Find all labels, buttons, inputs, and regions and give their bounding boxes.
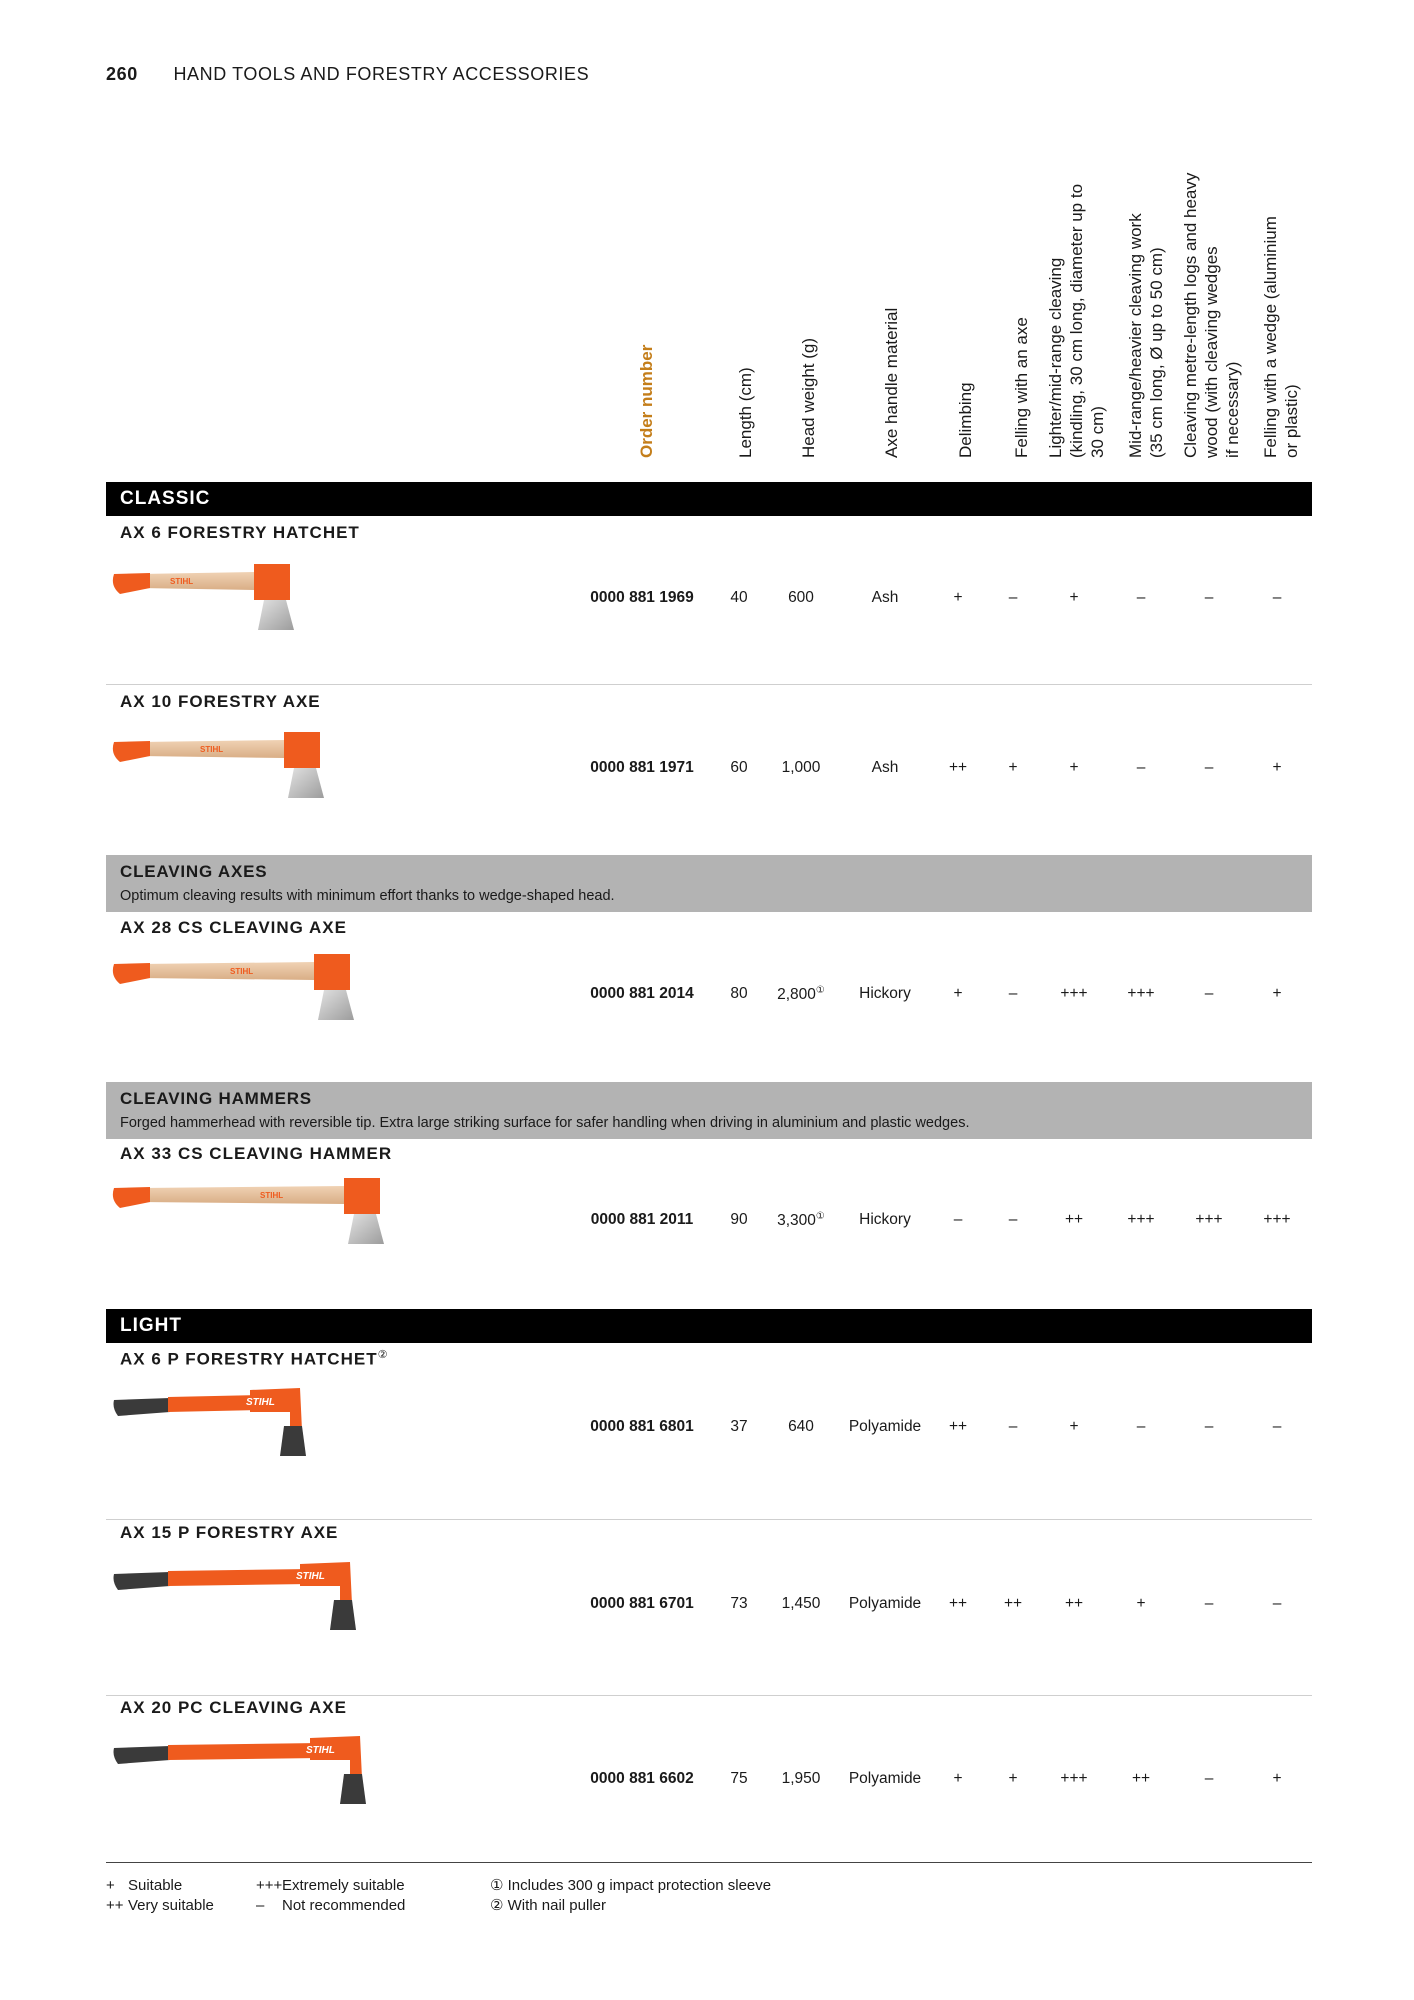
product-title bbox=[120, 918, 347, 938]
length-cm bbox=[730, 1595, 747, 1613]
column-header-line: Axe handle material bbox=[882, 307, 901, 458]
head-weight-value: 3,300 bbox=[777, 1212, 816, 1230]
rating-cell: + bbox=[953, 1770, 963, 1787]
head-weight bbox=[782, 759, 821, 777]
rating-cell: – bbox=[1136, 759, 1146, 776]
rating-cell: – bbox=[1204, 1595, 1214, 1612]
product-name: AX 10 FORESTRY AXE bbox=[120, 692, 321, 711]
rating-cell: +++ bbox=[1060, 985, 1088, 1002]
rating-cell: + bbox=[1272, 985, 1282, 1002]
rating-cell: – bbox=[1272, 1418, 1282, 1435]
column-header-line: (kindling, 30 cm long, diameter up to bbox=[1067, 183, 1086, 458]
product-image bbox=[110, 560, 340, 645]
handle-material bbox=[849, 1770, 921, 1788]
rating-cell: ++ bbox=[948, 1595, 968, 1612]
rating-cell: – bbox=[1204, 1770, 1214, 1787]
length-cm-value: 60 bbox=[730, 759, 748, 776]
order-number-value: 0000 881 1969 bbox=[590, 589, 694, 606]
section-description: Optimum cleaving results with minimum effort thanks to wedge-shaped head. bbox=[120, 888, 615, 904]
order-number-value: 0000 881 2014 bbox=[590, 985, 694, 1002]
stihl-logo-icon: STIHL bbox=[170, 577, 194, 586]
product-name: AX 20 PC CLEAVING AXE bbox=[120, 1698, 347, 1717]
footnote: ② With nail puller bbox=[490, 1897, 606, 1914]
order-number-value: 0000 881 6602 bbox=[590, 1770, 694, 1787]
rating-cell: + bbox=[953, 985, 963, 1002]
length-cm bbox=[730, 1770, 747, 1788]
legend-item: ++ Very suitable bbox=[106, 1897, 214, 1914]
length-cm-value: 37 bbox=[730, 1418, 748, 1435]
rating-cell: – bbox=[953, 1211, 963, 1228]
section-classic bbox=[106, 482, 1312, 516]
column-header-line: Delimbing bbox=[956, 382, 975, 458]
rating-cell: ++ bbox=[1064, 1211, 1084, 1228]
row-divider bbox=[106, 1519, 1312, 1520]
column-header-line: Felling with an axe bbox=[1012, 317, 1031, 458]
rating-cell: + bbox=[1272, 1770, 1282, 1787]
product-name: AX 33 CS CLEAVING HAMMER bbox=[120, 1144, 393, 1163]
rating-cell: – bbox=[1008, 589, 1018, 606]
rating-cell: + bbox=[1069, 1418, 1079, 1435]
column-header-line: wood (with cleaving wedges bbox=[1202, 246, 1221, 458]
stihl-logo-icon: STIHL bbox=[246, 1397, 275, 1408]
column-header-line: Order number bbox=[637, 344, 656, 458]
legend-col-2 bbox=[256, 1876, 405, 1916]
handle-material-value: Polyamide bbox=[848, 1418, 922, 1435]
order-number-value: 0000 881 1971 bbox=[590, 759, 694, 776]
column-header-line: if necessary) bbox=[1223, 361, 1242, 458]
order-number bbox=[590, 1418, 693, 1436]
column-header-line: Mid-range/heavier cleaving work bbox=[1126, 213, 1145, 458]
head-weight-value: 1,450 bbox=[781, 1595, 821, 1612]
order-number bbox=[590, 985, 693, 1003]
length-cm bbox=[730, 1418, 747, 1436]
rating-cell: – bbox=[1008, 1418, 1018, 1435]
product-title bbox=[120, 523, 360, 543]
head-weight bbox=[782, 1595, 821, 1613]
column-header-line: Felling with a wedge (aluminium bbox=[1261, 216, 1280, 458]
rating-cell: + bbox=[1008, 1770, 1018, 1787]
row-divider bbox=[106, 684, 1312, 685]
handle-material bbox=[872, 589, 899, 607]
rating-cell: + bbox=[1008, 759, 1018, 776]
page-title: HAND TOOLS AND FORESTRY ACCESSORIES bbox=[173, 64, 590, 84]
rating-cell: + bbox=[1069, 589, 1079, 606]
product-title bbox=[120, 1698, 347, 1718]
head-weight-value: 2,800 bbox=[777, 986, 816, 1004]
product-title bbox=[120, 1523, 338, 1543]
legend-col-1 bbox=[106, 1876, 214, 1916]
column-header-line: 30 cm) bbox=[1088, 406, 1107, 458]
rating-cell: +++ bbox=[1127, 1211, 1155, 1228]
head-weight bbox=[788, 589, 814, 607]
product-title bbox=[120, 692, 321, 712]
order-number bbox=[591, 1211, 694, 1229]
product-image bbox=[110, 1560, 390, 1645]
stihl-logo-icon: STIHL bbox=[230, 967, 254, 976]
rating-cell: +++ bbox=[1263, 1211, 1291, 1228]
length-cm-value: 73 bbox=[730, 1595, 748, 1612]
head-weight-value: 1,950 bbox=[781, 1770, 821, 1787]
head-weight-value: 600 bbox=[788, 589, 814, 606]
section-light bbox=[106, 1309, 1312, 1343]
rating-cell: – bbox=[1136, 589, 1146, 606]
rating-cell: – bbox=[1272, 589, 1282, 606]
rating-cell: – bbox=[1204, 589, 1214, 606]
stihl-logo-icon: STIHL bbox=[306, 1745, 335, 1756]
page-header bbox=[106, 64, 589, 85]
length-cm-value: 90 bbox=[730, 1211, 748, 1228]
order-number bbox=[590, 589, 693, 607]
order-number-value: 0000 881 6801 bbox=[590, 1418, 694, 1435]
order-number bbox=[590, 1595, 693, 1613]
handle-material bbox=[859, 985, 911, 1003]
footer-divider bbox=[106, 1862, 1312, 1863]
rating-cell: ++ bbox=[1003, 1595, 1023, 1612]
footnote-marker: ① bbox=[815, 1211, 825, 1222]
page-number: 260 bbox=[106, 64, 138, 84]
product-image bbox=[110, 1174, 430, 1259]
column-header-line: Length (cm) bbox=[736, 367, 755, 458]
order-number-value: 0000 881 2011 bbox=[590, 1211, 694, 1228]
legend-notes bbox=[490, 1876, 771, 1916]
section-title: CLEAVING AXES bbox=[120, 862, 268, 881]
rating-cell: +++ bbox=[1127, 985, 1155, 1002]
rating-cell: + bbox=[953, 589, 963, 606]
section-title: CLASSIC bbox=[120, 488, 211, 509]
handle-material-value: Hickory bbox=[859, 1211, 911, 1228]
legend-item: +++Extremely suitable bbox=[256, 1877, 405, 1894]
handle-material-value: Hickory bbox=[859, 985, 911, 1002]
order-number-value: 0000 881 6701 bbox=[590, 1595, 694, 1612]
rating-cell: – bbox=[1008, 1211, 1018, 1228]
rating-cell: – bbox=[1136, 1418, 1146, 1435]
rating-cell: +++ bbox=[1195, 1211, 1223, 1228]
order-number bbox=[590, 759, 693, 777]
order-number bbox=[590, 1770, 693, 1788]
rating-cell: ++ bbox=[948, 1418, 968, 1435]
product-title bbox=[120, 1144, 392, 1164]
product-name: AX 15 P FORESTRY AXE bbox=[120, 1523, 339, 1542]
column-header-line: Cleaving metre-length logs and heavy bbox=[1181, 172, 1200, 458]
product-image bbox=[110, 1734, 400, 1819]
column-header-line: Lighter/mid-range cleaving bbox=[1046, 257, 1065, 458]
footnote: ① Includes 300 g impact protection sleeve bbox=[490, 1877, 772, 1894]
footnote-marker: ① bbox=[815, 985, 825, 996]
handle-material bbox=[859, 1211, 911, 1229]
rating-cell: – bbox=[1204, 759, 1214, 776]
length-cm-value: 40 bbox=[730, 589, 748, 606]
rating-cell: + bbox=[1272, 759, 1282, 776]
section-cleaving-axes bbox=[106, 855, 1312, 912]
length-cm bbox=[730, 589, 747, 607]
product-image bbox=[110, 1386, 340, 1471]
handle-material-value: Polyamide bbox=[848, 1595, 922, 1612]
rating-cell: ++ bbox=[1064, 1595, 1084, 1612]
handle-material bbox=[849, 1418, 921, 1436]
product-name: AX 6 P FORESTRY HATCHET bbox=[120, 1349, 378, 1369]
rating-cell: ++ bbox=[1131, 1770, 1151, 1787]
product-name: AX 28 CS CLEAVING AXE bbox=[120, 918, 347, 937]
column-header-line: Head weight (g) bbox=[799, 337, 818, 458]
length-cm bbox=[730, 985, 747, 1003]
section-title: CLEAVING HAMMERS bbox=[120, 1089, 312, 1108]
stihl-logo-icon: STIHL bbox=[200, 745, 224, 754]
rating-cell: – bbox=[1008, 985, 1018, 1002]
head-weight bbox=[788, 1418, 814, 1436]
stihl-logo-icon: STIHL bbox=[296, 1571, 325, 1582]
product-image bbox=[110, 728, 370, 813]
handle-material-value: Ash bbox=[871, 759, 899, 776]
stihl-logo-icon: STIHL bbox=[260, 1191, 284, 1200]
head-weight-value: 1,000 bbox=[781, 759, 821, 776]
length-cm-value: 80 bbox=[730, 985, 748, 1002]
head-weight bbox=[777, 1211, 825, 1230]
legend-item: + Suitable bbox=[106, 1877, 183, 1894]
rating-cell: – bbox=[1204, 985, 1214, 1002]
row-divider bbox=[106, 1695, 1312, 1696]
column-header-line: or plastic) bbox=[1282, 384, 1301, 458]
product-title bbox=[120, 1348, 388, 1370]
legend-item: – Not recommended bbox=[256, 1897, 406, 1914]
head-weight-value: 640 bbox=[788, 1418, 814, 1435]
rating-cell: +++ bbox=[1060, 1770, 1088, 1787]
rating-cell: – bbox=[1204, 1418, 1214, 1435]
handle-material bbox=[872, 759, 899, 777]
product-name: AX 6 FORESTRY HATCHET bbox=[120, 523, 360, 542]
length-cm bbox=[730, 1211, 747, 1229]
handle-material-value: Polyamide bbox=[848, 1770, 922, 1787]
product-image bbox=[110, 950, 400, 1035]
column-header-line: (35 cm long, Ø up to 50 cm) bbox=[1147, 247, 1166, 458]
length-cm-value: 75 bbox=[730, 1770, 748, 1787]
section-cleaving-hammers bbox=[106, 1082, 1312, 1139]
footnote-marker: ② bbox=[377, 1349, 389, 1361]
rating-cell: ++ bbox=[948, 759, 968, 776]
rating-cell: – bbox=[1272, 1595, 1282, 1612]
length-cm bbox=[730, 759, 747, 777]
head-weight bbox=[777, 985, 825, 1004]
rating-cell: + bbox=[1136, 1595, 1146, 1612]
head-weight bbox=[782, 1770, 821, 1788]
section-description: Forged hammerhead with reversible tip. Extra large striking surface for safer handling when driving in aluminium and plastic wedges. bbox=[120, 1115, 970, 1131]
section-title: LIGHT bbox=[120, 1315, 182, 1336]
rating-cell: + bbox=[1069, 759, 1079, 776]
handle-material-value: Ash bbox=[871, 589, 899, 606]
handle-material bbox=[849, 1595, 921, 1613]
